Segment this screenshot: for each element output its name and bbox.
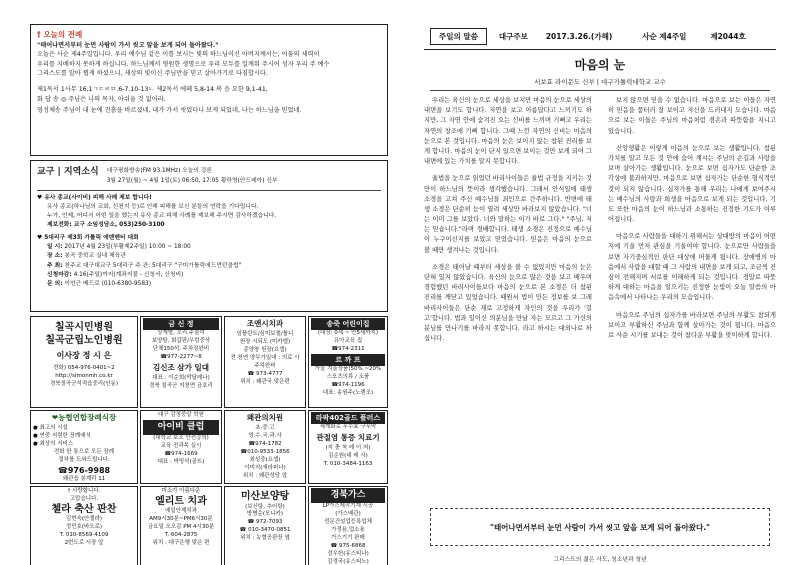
news-title: 교구 | 지역소식: [37, 167, 99, 177]
ad-text: 김경국(유스티노): [327, 558, 369, 565]
highlight-quote: "태어나면서부터 눈먼 사람이 가서 씻고 앞을 보게 되어 돌아왔다.": [430, 508, 770, 546]
ad-text: 영.수.국.과.사: [248, 432, 282, 439]
ad-text: 위치 : 왜관국 맞은편: [240, 378, 290, 385]
ad-title: 르 까 프: [311, 354, 385, 366]
ad-text: 교육 전과목 실시: [160, 442, 202, 449]
ad-phone: ☎974-1669: [164, 450, 198, 457]
essay-paragraph: 율법을 눈으로 읽었던 바리사이들은 율법 규정을 지키는 것만이 하느님의 뜻이라 생각했습니다. 그래서 안식일에 태생 소경을 고쳐 주신 예수님을 죄인으로 간주하니다. 반면에 태생 소경은 단순히 눈이 열려 세상만 바라보지 않았습니다. "너는 이미 그를 보았다. 너와 말하는 이가 바로 그다." "주님, 저는 믿습니다."라며 경배합니다. 태생 소경은 진정으로 예수님이 누구이신지를 보았고 믿었습니다. 믿음은 마음의 눈으로 볼 때만 생겨나는 것입니다.: [424, 175, 592, 254]
ad-text: 대표 : 이순희(막달레나): [152, 374, 210, 381]
ad-text: 방병순(모니카): [246, 511, 284, 518]
ad-director: 이사장 정 시 은: [56, 351, 112, 360]
ad-text: 주차완비: [254, 362, 276, 369]
event-label: 문 의:: [47, 281, 63, 288]
news-item-title: ♥ 5대리구 제3회 가톨릭 에덴벤터 대회: [37, 234, 139, 241]
news-item-title: ♥ 유사 종교(사이비) 피해 사례 제보 합니다!: [37, 194, 152, 201]
ad-subtitle: 김신조 삼가 일대: [153, 363, 209, 373]
divider: [430, 90, 770, 91]
ad-text: 정민호(바오로): [65, 524, 103, 531]
todays-liturgy-title: † 오늘의 전례: [37, 30, 83, 39]
diocese-news-box: [30, 160, 388, 312]
ad-therapy-device: [308, 410, 388, 484]
ad-phone: ☎ 975-6868: [330, 542, 366, 549]
ad-phone: ☎976-9988: [57, 465, 111, 475]
ad-title: 왜관의치원: [246, 413, 284, 422]
ad-text: 경북 칠곡군 지천면 금호리: [149, 382, 213, 389]
ad-text: 김현숙(안젤라): [65, 516, 103, 523]
ad-text: (대상: 0세 ~ 만5세까지): [317, 330, 379, 337]
ad-text: 최성중(요셉): [249, 456, 281, 463]
ad-hospital: [30, 316, 138, 408]
left-page: [30, 24, 390, 565]
ad-text: 전 천연 양무가일대 : 의료 사: [230, 354, 300, 361]
ad-funeral: [30, 410, 138, 484]
ad-title: 첼라 축산 판찬: [51, 503, 117, 515]
ad-text: 가스기기 판매: [331, 534, 365, 541]
psalm-line: 화 답 송 ◎ 주님은 나의 목자, 아쉬울 것 없어라.: [37, 95, 166, 103]
ad-text: ● 연중 저렴한 장례예식: [33, 432, 91, 439]
ad-text: 임플란트/심미보철/틀니: [236, 330, 294, 337]
ad-text: † 사랑합니다.: [67, 488, 101, 494]
ad-text: (보신탕, 추어탕): [245, 503, 285, 510]
ad-text: 절차를 도와드립니다.: [58, 456, 110, 463]
essay-author: 서보효 라이문도 신부 | 대구가톨릭대학교 교수: [534, 78, 666, 86]
bulletin-header: [424, 24, 776, 50]
event-value: 천주교 대구대교구 5대리구 주 관: 5대리구 "구미가톨릭에드먼턴클럽": [64, 262, 242, 269]
ad-text: 종양창 원장(요셉): [243, 346, 287, 353]
ad-text: (지 충 척 레 이 저): [325, 444, 371, 451]
ad-phone: ☎ 010-3470-0851: [239, 527, 291, 534]
ad-text: 관절염 통증 치료기: [316, 433, 380, 443]
essay-paragraph: 보지 않으면 믿을 수 없습니다. 마음으로 보는 이들은 자연히 믿음을 품터러 잘 보이고 자신을 드러내지 도습니다. 마음으로 보는 이들은 주님의 마음처럼 겸손과 따뜻함을 지니고 있습니다.: [608, 97, 776, 135]
ad-text: 유아교육 집: [333, 338, 363, 345]
ad-cram-school: [224, 410, 306, 484]
event-label: 장 소:: [47, 253, 63, 260]
event-value: 4.16(주일)까지(계좌지불 - 신청서, 신청비): [73, 271, 184, 278]
ad-text: 이미지(새라피나): [244, 464, 286, 471]
news-item-text: 유사 종교(하나님의 교회, 신천지 등)로 인해 피해를 보신 분들의 연락을 기다립니다.: [47, 203, 259, 210]
ad-title: 칠곡군립노인병원: [45, 334, 123, 346]
ad-title: 조앤시치과: [246, 319, 284, 328]
essay-paragraph: 마음으로 주님의 십자가를 바라보면 주님의 부활도 참되게 보이고 부활하신 주님과 함께 살아가는 것이 됩니다. 마음으로 사순 시기를 보내는 것이 참다운 부활을 맞이하게 합니다.: [608, 311, 776, 339]
ad-title: 미산보양탕: [240, 491, 290, 502]
ad-text: 김순원(대 레 사): [328, 452, 368, 459]
right-page: [424, 24, 776, 564]
ad-text: 위치 : 농협공판장 옆: [240, 535, 290, 542]
essay-title: 마음의 눈: [574, 58, 626, 72]
ad-text: 왜관읍 봉계리 11: [62, 476, 106, 483]
ad-title: 칠곡시민병원: [55, 322, 113, 333]
ad-text: 미소가 아름다운: [161, 488, 201, 494]
ad-phone: T. 010-8569-4109: [59, 532, 109, 539]
ad-title: 경북가스: [311, 488, 385, 503]
ad-title: 송죽 어린이집: [311, 318, 385, 330]
event-value: 이언근 베드로 (010-6380-9583): [64, 281, 151, 288]
issue-date: 2017.3.26.(가해): [545, 32, 613, 41]
ad-phone: ☎ 973-4777: [247, 370, 283, 377]
news-item-contact: 제보전화: 교구 소임성담소, 053)250-3100: [47, 222, 165, 229]
ads-grid: [30, 316, 388, 565]
liturgy-body-line: 그리스도를 알아 뵙게 하셨으니, 세상의 빛이신 주님만을 믿고 살아가기로 다짐합시다.: [37, 70, 268, 78]
publisher-name: 대구주보: [498, 32, 528, 41]
ad-restaurant: [140, 316, 222, 408]
ad-soup-restaurant: [224, 486, 306, 565]
ad-text: 전화 한 통으로 모든 장례: [53, 448, 115, 455]
radio-schedule: 3월 27일(월) ~ 4월 1일(토) 06:50, 17:05 황하영(안드레아) 신부: [106, 177, 278, 184]
ad-phone: ☎ 972-7093: [247, 519, 283, 526]
ad-text: 대구 감정중앙 학원: [157, 412, 204, 418]
ad-text: 초·중·고: [255, 424, 275, 431]
essay-paragraph: 우리는 육신의 눈으로 세상을 보지만 마음의 눈으로 세상의 내면을 보기도 합니다. 자연을 보고 아름답다고 느끼기도 하지만, 그 자연 안에 숨겨진 오는 신비를 느끼며 기뻐고 우리는 자연의 창조에 기뻐 합니다. 그때 느낀 자연의 신비는 마음의 눈으로 본 것입니다. 마음의 눈은 보이지 않는 참된 진리를 보게 합니다. 마음의 눈이 단지 있으면 보이는 것만 보게 되어 그 내면에 있는 가치를 알지 못합니다.: [424, 97, 593, 166]
news-item-text: 누가, 언제, 어디서 어떤 일을 했는지 유사 종교 피해 사례를 제보해 주시면 감사하겠습니다.: [47, 213, 277, 220]
liturgical-week: 사순 제4주일: [642, 32, 687, 41]
todays-liturgy-box: [30, 24, 388, 156]
ad-phone: ☎974-2311: [331, 346, 365, 353]
ad-dental: [224, 316, 306, 408]
essay-column-2: [608, 96, 776, 348]
ad-text: 예일안제치과: [165, 508, 197, 515]
radio-station: 대구평화방송(FM 93.1MHz) 오늘의 강론: [106, 168, 213, 174]
liturgy-body-line: 우리를 지배하지 못하게 하십니다. 하느님께서 영원한 생명으로 우리 모두를 일깨워 주시어 성자 우리 주 예수: [37, 60, 330, 68]
ad-text: 세계화로 무수효 구무막: [319, 424, 377, 431]
ad-title: 엘리트 치과: [155, 495, 207, 507]
ad-text: 2번도로 시장 앞: [64, 540, 104, 547]
event-label: 일 시:: [47, 244, 63, 251]
ad-phone: T. 010-3484-1163: [323, 460, 373, 467]
essay-paragraph: 마음으로 사람들을 대하기 위해서는 상대방의 마음이 어떤 지에 기울 먼저 관심을 기울여야 합니다. 눈으로만 사람들을 보면 자기중심적인 판단 대상에 머물게 됩니다. 장애병의 마음에서 사람을 대할 때 그 사람의 내면을 보게 되고, 조금씩 진심이 전해지며 서로를 이해하게 되는 것입니다. 정말로 따뜻하게 대하는 마음을 일으키는 진정한 눈빛이 오늘 말씀의 마음속에서 나타나는 우리의 모습입니다.: [608, 233, 777, 302]
ad-academy: [140, 410, 222, 484]
ad-text: 스포츠의류 / 소품: [326, 374, 370, 381]
ad-text: 원장 시되도 (미카엘): [239, 338, 291, 345]
ad-phone: 전화) 054-976-0401~2: [53, 364, 115, 371]
ad-text: ● 최고의 시설: [33, 424, 68, 431]
readings-line: 제1독서 1사무 16,1ㄱㄷㄹㅁ.6-7.10-13ㄴ 제2독서 에페 5,8-14 복 음 요한 9,1-41,: [37, 86, 268, 94]
ad-title: ❤농협연합장례식장: [51, 413, 117, 422]
ad-text: ● 최상의 서비스: [33, 440, 74, 447]
ad-daycare: [308, 316, 388, 408]
divider: [37, 190, 381, 191]
ad-text: 가정용,업소용: [331, 526, 365, 533]
ad-text: AM9시30분~PM6시30분: [149, 516, 213, 523]
ad-text: 위치 : 대구은행 맞은 편: [152, 540, 210, 547]
ad-butcher: [30, 486, 138, 565]
essay-column-1: [424, 96, 592, 351]
ad-phone: ☎974-1196: [331, 382, 365, 389]
ad-text: 대표: 송원주(노렌조): [322, 390, 374, 397]
event-label: 신청마감:: [47, 271, 72, 278]
ad-text: 가을 겨울상품(50% ~20%: [314, 366, 382, 373]
ad-text: 고맙습니다.: [69, 495, 99, 502]
section-tab: 주일의 말씀: [430, 28, 487, 45]
event-value: 봉곡 중학교 실내 체육관: [64, 253, 126, 260]
essay-paragraph: 신앙생활은 이렇게 마음의 눈으로 보는 생활입니다. 참된 가치를 알고 모든 것 안에 숨어 계시는 주님의 손길과 사랑을 보며 살아가는 생활입니다. 눈으로 보면 십자가도 단순한 조각상에 불과하지만, 마음으로 보면 십자가는 단순한 형식적인 것이 되지 않습니다. 십자가를 통해 우리는 나에게 보여주시는 예수님의 사랑과 희생을 마음으로 보게 되는 것입니다. 기도 또한 마음의 눈이 하느님과 소통하는 진정한 기도가 이루어집니다.: [608, 144, 776, 224]
ad-text: (대학교 보조 안전강의): [153, 435, 209, 442]
ad-phone: ☎974-1782: [248, 440, 282, 447]
communion-line: 영성체송 주님이 내 눈에 진흙을 바르셨네, 내가 가서 씻었더니 보게 되었네, 나는 하느님을 믿었네.: [37, 107, 302, 115]
ad-phone: T. 604-2875: [164, 532, 198, 539]
ad-text: 단체150석, 주차장완비: [152, 346, 210, 353]
ad-phone: ☎977-2277~8: [160, 354, 202, 361]
ad-text: 대표 : 박빙석(골뜨): [157, 458, 205, 465]
ad-text: 위치 : 왜관성당 앞: [242, 472, 288, 479]
essay-paragraph: 소경은 태어날 때부터 세상을 볼 수 없었지만 마음의 눈은 단혀 있지 않았습니다. 육신의 눈으로 많은 것을 보고 배우며 경험했던 바리사이들보다 마음의 눈으로 본 소경은 더 참된 진리를 깨닫고 있었습니다. 때원서 법이 만든 정보를 보 그래 바리사이들은 단순 재로 고정하게 자인의 것을 우리가 '걸고'합니다. 법과 일이신 의분님을 만날 자는 모르고 그 가신의 분님를 만나기를 바라지 못합니다. 라고 하시는 대외나로 하십니다.: [424, 263, 592, 343]
ad-phone: ☎010-9533-1856: [240, 448, 290, 455]
ad-text: 정우헌(유스티나): [327, 550, 369, 557]
ad-title: 라팍402골드 플러스: [311, 412, 385, 424]
ad-text: (가스배관): [335, 511, 361, 518]
ad-text: 상계형, 오리 주물럭: [157, 330, 205, 337]
ad-elite-dental: [140, 486, 222, 565]
page-caption: 그리스도의 젊은 사도, 청소년과 청년: [553, 557, 647, 563]
ad-website: http://simonmh.co.kr: [55, 372, 113, 379]
ad-title: 금 신 정: [143, 318, 219, 330]
event-value: 2017년 4월 23일(부활제2주일) 10:00 ~ 18:00: [64, 244, 191, 251]
ad-text: LP가스제작기계 시공: [322, 503, 374, 510]
ad-text: 보양탕, 회갑판/우렁중삭: [151, 338, 211, 345]
event-label: 주 최:: [47, 262, 63, 269]
ad-address: 경북칠곡군석적읍중리(인동): [49, 380, 119, 387]
liturgy-body-line: 오늘은 사순 제4주일입니다. 우리 예수님 같은 이를 보시는 빛의 하느님이신 아버지께서는, 어둠의 세력이: [37, 51, 320, 59]
issue-number: 제2044호: [710, 32, 746, 41]
ad-title: 아이비 클럽: [143, 420, 219, 435]
ad-text: 금요일 오오감 PM 4시30분: [147, 524, 215, 531]
todays-liturgy-quote: "태어나면서부터 눈먼 사람이 가서 씻고 앞을 보게 되어 돌아왔다.": [37, 41, 219, 49]
ad-gas: [308, 486, 388, 565]
ad-text: 전문건설업등록업체: [324, 518, 372, 525]
